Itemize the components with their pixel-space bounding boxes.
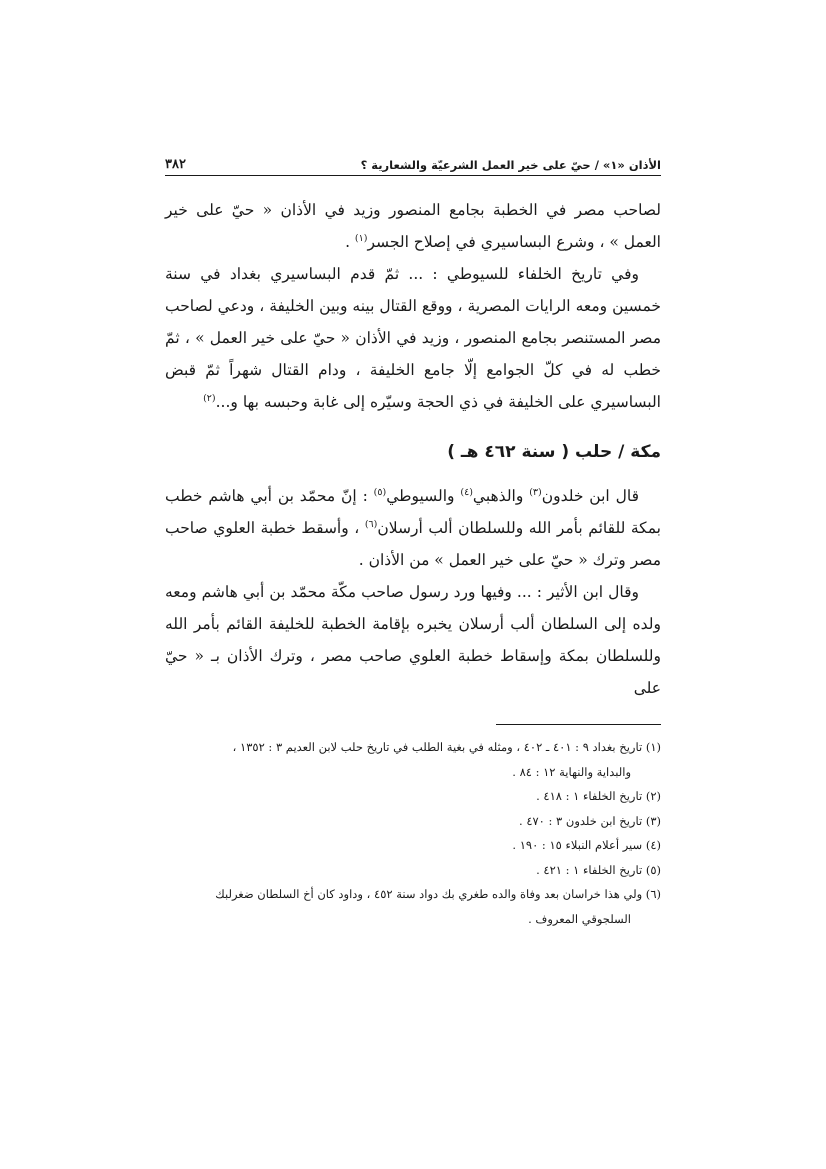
footnotes bbox=[165, 735, 661, 931]
running-title: الأذان «١» / حيّ على خير العمل الشرعيّة والشعارية ؟ bbox=[360, 158, 661, 172]
page-header bbox=[165, 148, 661, 176]
footnote-ref-4[interactable]: (٤) bbox=[460, 487, 473, 498]
footnote-6-cont: السلجوقي المعروف . bbox=[528, 911, 631, 926]
footnote-ref-3[interactable]: (٣) bbox=[529, 487, 542, 498]
book-page bbox=[165, 148, 661, 931]
footnote-2: (٢) تاريخ الخلفاء ١ : ٤١٨ . bbox=[536, 789, 661, 803]
paragraph-4: وقال ابن الأثير : ... وفيها ورد رسول صاحب مكّة محمّد بن أبي هاشم ومعه ولده إلى السلطان ألب أرسلان يخبره بإقامة الخطبة للخليفة القائم بأمر الله وللسلطان بمكة وإسقاط خطبة العلوي صاحب مصر ، وترك الأذان بـ « حيّ على bbox=[165, 583, 661, 697]
footnote-3: (٣) تاريخ ابن خلدون ٣ : ٤٧٠ . bbox=[519, 813, 661, 828]
footnote-6: (٦) ولي هذا خراسان بعد وفاة والده طغري بك دواد سنة ٤٥٢ ، وداود كان أخ السلطان ضغرلبك bbox=[215, 887, 661, 901]
paragraph-1: لصاحب مصر في الخطبة بجامع المنصور وزيد في الأذان « حيّ على خير العمل » ، وشرع البساسيري في إصلاح الجسر$^{(١)}$ . bbox=[165, 201, 661, 251]
footnote-5: (٥) تاريخ الخلفاء ١ : ٤٢١ . bbox=[536, 862, 661, 877]
footnote-4: (٤) سير أعلام النبلاء ١٥ : ١٩٠ . bbox=[512, 838, 661, 852]
paragraph-2: وفي تاريخ الخلفاء للسيوطي : ... ثمّ قدم البساسيري بغداد في سنة خمسين ومعه الرايات المصرية ، ووقع القتال بينه وبين الخليفة ، ودعي لصاحب مصر المستنصر بجامع المنصور ، وزيد في الأذان « حيّ على خير العمل » ، ثمّ خطب له في كلّ الجوامع إلّا جامع الخليفة ، ودام القتال شهراً ثمّ قبض البساسيري على الخليفة في ذي الحجة وسيّره إلى غابة وحبسه بها و...$^{(٢)}$ bbox=[165, 265, 661, 411]
section-title: مكة / حلب ( سنة ٤٦٢ هـ ) bbox=[447, 442, 661, 462]
footnote-ref-5[interactable]: (٥) bbox=[373, 487, 387, 498]
footnote-ref-6[interactable]: (٦) bbox=[364, 519, 378, 530]
footnote-ref-2[interactable]: (٢) bbox=[203, 393, 216, 404]
footnote-ref-1[interactable]: (١) bbox=[354, 233, 368, 244]
footnote-1-cont: والبداية والنهاية ١٢ : ٨٤ . bbox=[512, 764, 631, 779]
page-number: ٣٨٢ bbox=[165, 157, 186, 172]
main-text bbox=[165, 194, 661, 704]
footnote-divider bbox=[496, 724, 661, 725]
paragraph-3: قال ابن خلدون$^{(٣)}$ والذهبي$^{(٤)}$ والسيوطي$^{(٥)}$ : إنّ محمّد بن أبي هاشم خطب بمكة للقائم بأمر الله وللسلطان ألب أرسلان$^{(٦)}$ ، وأسقط خطبة العلوي صاحب مصر وترك « حيّ على خير العمل » من الأذان . bbox=[165, 487, 661, 569]
footnote-1: (١) تاريخ بغداد ٩ : ٤٠١ ـ ٤٠٢ ، ومثله في بغية الطلب في تاريخ حلب لابن العديم ٣ : ١٣٥٢ ، bbox=[232, 740, 661, 754]
